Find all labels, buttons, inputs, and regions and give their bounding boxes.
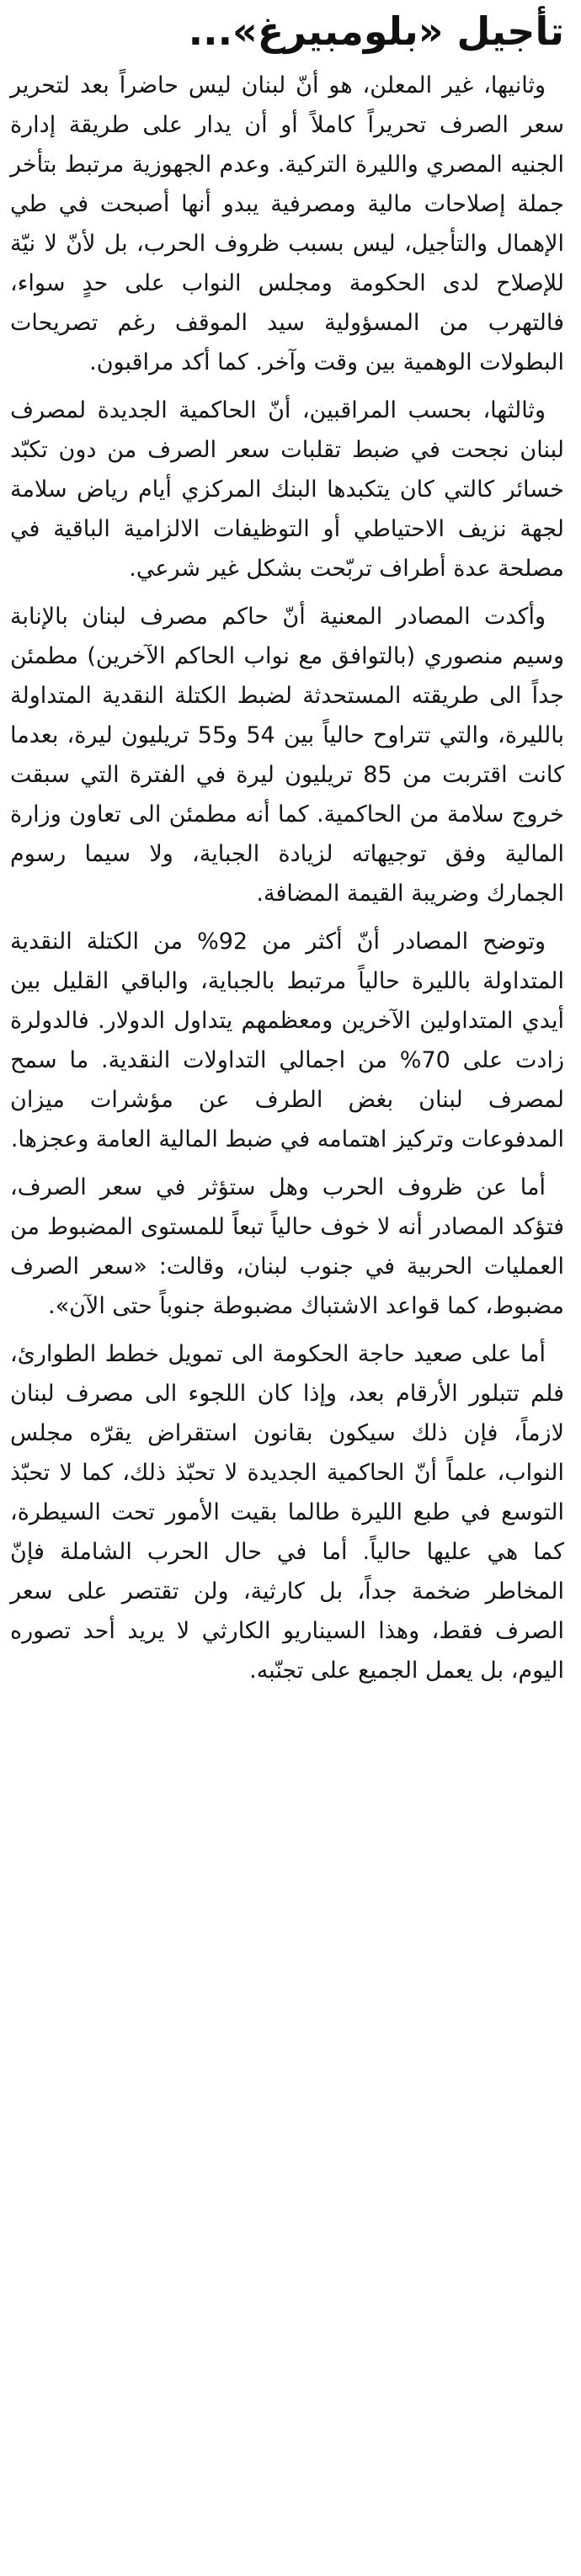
article-paragraph: أما على صعيد حاجة الحكومة الى تمويل خطط الطوارئ، فلم تتبلور الأرقام بعد، وإذا كان اللجوء الى مصرف لبنان لازماً، فإن ذلك سيكون بقانون استقراض يقرّه مجلس النواب، علماً أنّ الحاكمية الجديدة لا تحبّذ ذلك، كما لا تحبّذ التوسع في طبع الليرة طالما بقيت الأمور تحت السيطرة، كما هي عليها حالياً. أما في حال الحرب الشاملة فإنّ المخاطر ضخمة جداً، بل كارثية، ولن تقتصر على سعر الصرف فقط، وهذا السيناريو الكارثي لا يريد أحد تصوره اليوم، بل يعمل الجميع على تجنّبه.	[10, 1341, 564, 1684]
article-paragraph: وثانيها، غير المعلن، هو أنّ لبنان ليس حاضراً بعد لتحرير سعر الصرف تحريراً كاملاً أو أن يدار على طريقة إدارة الجنيه المصري والليرة التركية. وعدم الجهوزية مرتبط بتأخر جملة إصلاحات مالية ومصرفية يبدو أنها أصبحت في طي الإهمال والتأجيل، ليس بسبب ظروف الحرب، بل لأنّ لا نيّة للإصلاح لدى الحكومة ومجلس النواب على حدٍ سواء، فالتهرب من المسؤولية سيد الموقف رغم تصريحات البطولات الوهمية بين وقت وآخر. كما أكد مراقبون.	[10, 72, 564, 375]
article-body	[10, 66, 564, 1690]
article-paragraph: وثالثها، بحسب المراقبين، أنّ الحاكمية الجديدة لمصرف لبنان نجحت في ضبط تقلبات سعر الصرف من دون تكبّد خسائر كالتي كان يتكبدها البنك المركزي أيام رياض سلامة لجهة نزيف الاحتياطي أو التوظيفات الالزامية الباقية في مصلحة عدة أطراف تربّحت بشكل غير شرعي.	[10, 397, 564, 582]
article-paragraph: أما عن ظروف الحرب وهل ستؤثر في سعر الصرف، فتؤكد المصادر أنه لا خوف حالياً تبعاً للمستوى المضبوط من العمليات الحربية في جنوب لبنان، وقالت: «سعر الصرف مضبوط، كما قواعد الاشتباك مضبوطة جنوباً حتى الآن».	[10, 1174, 564, 1319]
article-paragraph: وأكدت المصادر المعنية أنّ حاكم مصرف لبنان بالإنابة وسيم منصوري (بالتوافق مع نواب الحاكم الآخرين) مطمئن جداً الى طريقته المستحدثة لضبط الكتلة النقدية المتداولة بالليرة، والتي تتراوح حالياً بين 54 و55 تريليون ليرة، بعدما كانت اقتربت من 85 تريليون ليرة في الفترة التي سبقت خروج سلامة من الحاكمية. كما أنه مطمئن الى تعاون وزارة المالية وفق توجيهاته لزيادة الجباية، ولا سيما رسوم الجمارك وضريبة القيمة المضافة.	[10, 604, 565, 907]
article-paragraph: وتوضح المصادر أنّ أكثر من 92% من الكتلة النقدية المتداولة بالليرة حالياً مرتبط بالجباية، والباقي القليل بين أيدي المتداولين الآخرين ومعظمهم يتداول الدولار. فالدولرة زادت على 70% من اجمالي التداولات النقدية. ما سمح لمصرف لبنان بغض الطرف عن مؤشرات ميزان المدفوعات وتركيز اهتمامه في ضبط المالية العامة وعجزها.	[10, 929, 564, 1152]
article-headline: تأجيل «بلومبيرغ»...	[188, 8, 564, 54]
